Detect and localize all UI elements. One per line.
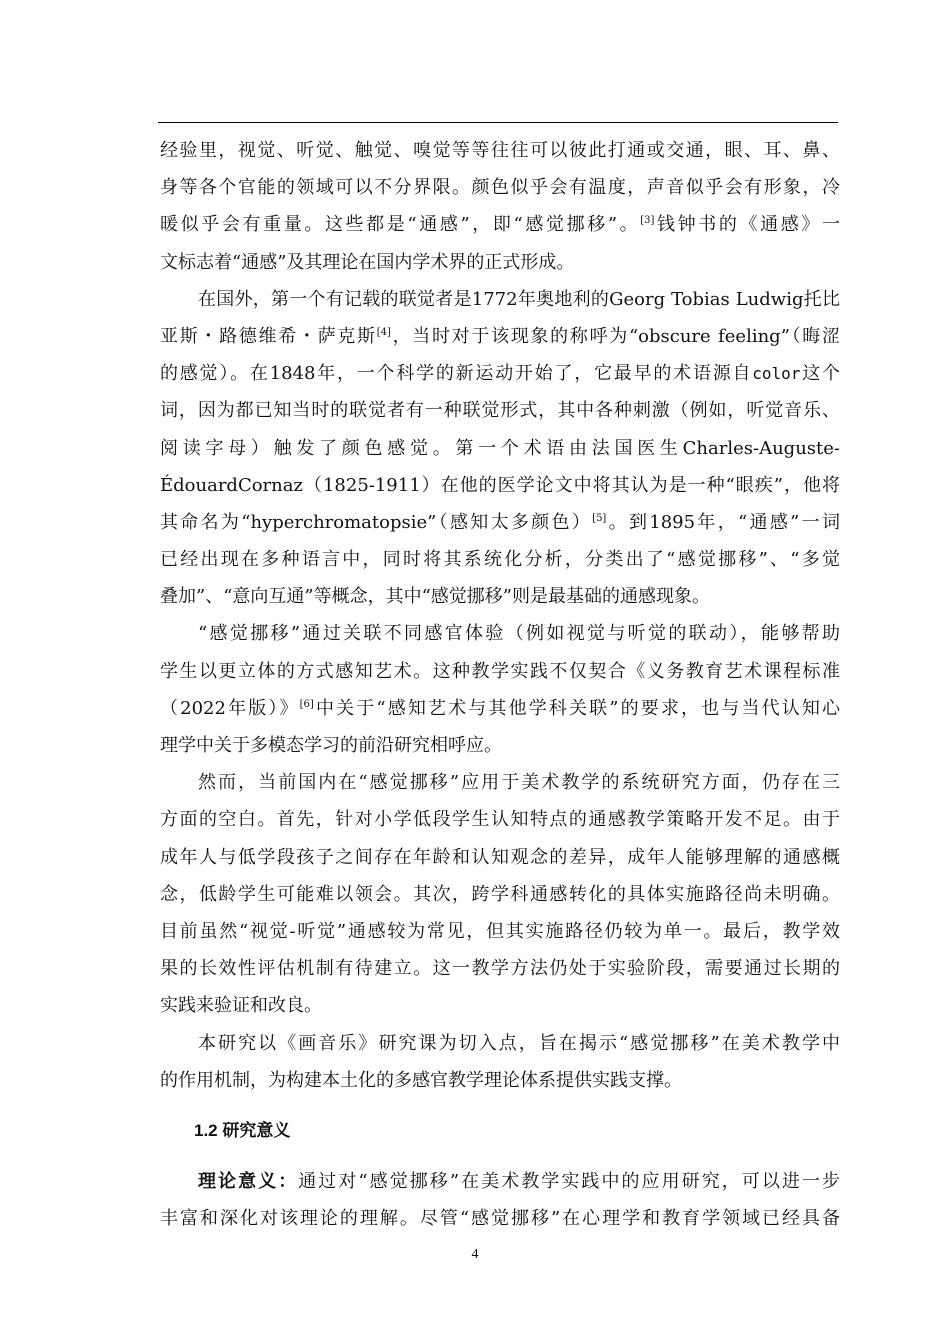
text-line: 成年人与低学段孩子之间存在年龄和认知观念的差异，成年人能够理解的通感概 [160,846,840,868]
text-span: 这个 [800,363,840,385]
text-line: 方面的空白。首先，针对小学低段学生认知特点的通感教学策略开发不足。由于 [160,809,840,831]
text-line: 已经出现在多种语言中，同时将其系统化分析，分类出了“感觉挪移”、“多觉 [160,549,840,571]
text-span: 的感觉）。在1848年，一个科学的新运动开始了，它最早的术语源自 [160,363,753,385]
spacer [160,1099,840,1111]
citation-ref: [6] [299,698,314,710]
header-rule [158,122,838,123]
code-term: color [752,364,801,384]
text-span: 其命名为“hyperchromatopsie”（感知太多颜色） [160,511,593,533]
text-line: 叠加”、“意向互通”等概念，其中“感觉挪移”则是最基础的通感现象。 [160,586,711,608]
text-line [160,690,840,727]
text-line [160,1163,840,1200]
text-span: （2022年版）》 [160,697,300,719]
text-line: 学生以更立体的方式感知艺术。这种教学实践不仅契合《义务教育艺术课程标准 [160,660,840,682]
paragraph-teaching-value [160,615,840,764]
text-line [160,355,840,392]
paragraph-research-gaps [160,764,840,1024]
page-number: 4 [471,1247,479,1262]
text-span: ，当时对于该现象的称呼为“obscure feeling”（晦涩 [390,325,840,347]
text-line: 实践来验证和改良。 [160,995,322,1017]
text-span: 通过对“感觉挪移”在美术教学实践中的应用研究，可以进一步 [298,1170,840,1192]
citation-ref: [4] [376,326,391,338]
text-line [160,504,840,541]
text-line: 丰富和深化对该理论的理解。尽管“感觉挪移”在心理学和教育学领域已经具备 [160,1208,840,1230]
citation-ref: [5] [592,512,607,524]
text-span: 中关于“感知艺术与其他学科关联”的要求，也与当代认知心 [313,697,840,719]
text-line: 身等各个官能的领域可以不分界限。颜色似乎会有温度，声音似乎会有形象，冷 [160,177,840,199]
spacer [160,1151,840,1163]
paragraph-tonggan-definition [160,132,840,281]
text-span: 钱钟书的《通感》一 [654,214,840,236]
text-line: “感觉挪移”通过关联不同感官体验（例如视觉与听觉的联动），能够帮助 [198,623,840,645]
text-span: 。到1895年，“通感”一词 [606,511,840,533]
text-line: 念，低龄学生可能难以领会。其次，跨学科通感转化的具体实施路径尚未明确。 [160,883,840,905]
text-line: 词，因为都已知当时的联觉者有一种联觉形式，其中各种刺激（例如，听觉音乐、 [160,400,840,422]
paragraph-theoretical-significance [160,1163,840,1237]
citation-ref: [3] [640,215,655,227]
text-line [160,206,840,243]
section-heading: 1.2 研究意义 [194,1120,291,1140]
text-line: 本研究以《画音乐》研究课为切入点，旨在揭示“感觉挪移”在美术教学中 [198,1032,840,1054]
text-line: 理学中关于多模态学习的前沿研究相呼应。 [160,735,502,756]
text-line: 然而，当前国内在“感觉挪移”应用于美术教学的系统研究方面，仍存在三 [198,772,840,794]
text-line: 文标志着“通感”及其理论在国内学术界的正式形成。 [160,251,575,273]
text-line [160,318,840,355]
paragraph-foreign-history [160,281,840,616]
text-line: 果的长效性评估机制有待建立。这一教学方法仍处于实验阶段，需要通过长期的 [160,958,840,980]
text-line: 目前虽然“视觉-听觉”通感较为常见，但其实施路径仍较为单一。最后，教学效 [160,920,840,942]
text-line: 的作用机制，为构建本土化的多感官教学理论体系提供实践支撑。 [160,1069,682,1091]
body-text [160,132,840,1237]
text-line: 阅读字母）触发了颜色感觉。第一个术语由法国医生Charles-Auguste- [160,437,840,459]
bold-lead: 理论意义： [198,1170,299,1192]
paragraph-study-aim [160,1025,840,1099]
text-line: ÉdouardCornaz（1825-1911）在他的医学论文中将其认为是一种“眼疾”，他将 [160,474,840,496]
text-line: 在国外，第一个有记载的联觉者是1772年奥地利的Georg Tobias Ludwig托比 [198,288,840,310]
text-span: 暖似乎会有重量。这些都是“通感”，即“感觉挪移”。 [160,214,641,236]
text-span: 亚斯・路德维希・萨克斯 [160,325,377,347]
text-line: 经验里，视觉、听觉、触觉、嗅觉等等往往可以彼此打通或交通，眼、耳、鼻、 [160,140,840,161]
